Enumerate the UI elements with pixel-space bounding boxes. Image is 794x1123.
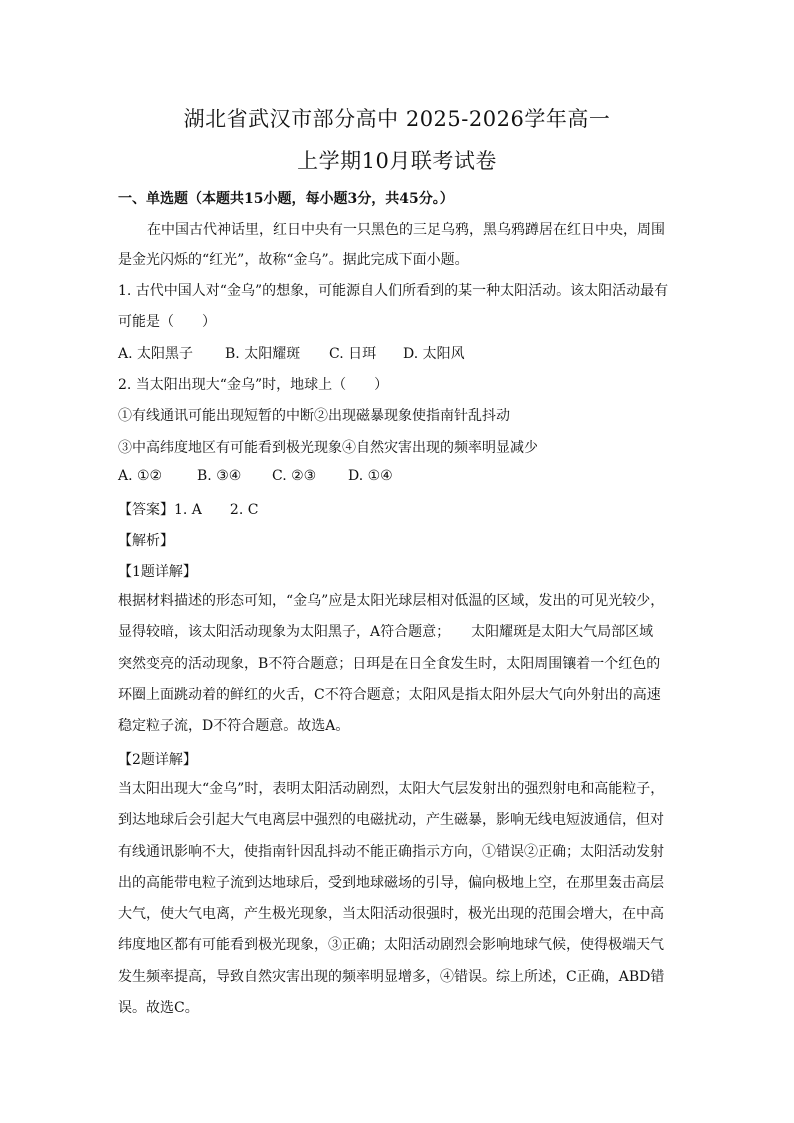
question-2-options bbox=[118, 468, 393, 484]
q1-option-b: B. 太阳耀斑 bbox=[225, 346, 301, 362]
exam-title-line1: 湖北省武汉市部分高中 2025-2026学年高一 bbox=[183, 107, 611, 131]
material-line-1: 在中国古代神话里，红日中央有一只黑色的三足乌鸦，黑乌鸦蹲居在红日中央，周围 bbox=[147, 222, 665, 238]
question-2: 2. 当太阳出现大“金乌”时，地球上（ ） bbox=[118, 377, 389, 393]
q2-option-d: D. ①④ bbox=[348, 468, 393, 484]
detail-1-line: 根据材料描述的形态可知，“金乌”应是太阳光球层相对低温的区域，发出的可见光较少， bbox=[118, 593, 665, 609]
detail-2-header: 【2题详解】 bbox=[118, 752, 197, 768]
detail-1-line: 环圈上面跳动着的鲜红的火舌，C不符合题意；太阳风是指太阳外层大气向外射出的高速 bbox=[118, 686, 661, 703]
section-header: 一、单选题（本题共15小题，每小题3分，共45分。） bbox=[118, 191, 454, 207]
exam-title-line2: 上学期10月联考试卷 bbox=[297, 149, 497, 173]
detail-1-line: 突然变亮的活动现象，B不符合题意；日珥是在日全食发生时，太阳周围镶着一个红色的 bbox=[118, 655, 661, 672]
q1-option-d: D. 太阳风 bbox=[403, 346, 465, 362]
q1-option-a: A. 太阳黑子 bbox=[118, 346, 194, 362]
q2-option-c: C. ②③ bbox=[272, 468, 317, 484]
detail-1-line: 显得较暗，该太阳活动现象为太阳黑子，A符合题意； 太阳耀斑是太阳大气局部区域 bbox=[118, 624, 654, 641]
material-line-2: 是金光闪烁的“红光”，故称“金乌”。据此完成下面小题。 bbox=[118, 252, 469, 268]
detail-2-line: 纬度地区都有可能看到极光现象，③正确；太阳活动剧烈会影响地球气候，使得极端天气 bbox=[118, 937, 664, 954]
detail-2-line: 到达地球后会引起大气电离层中强烈的电磁扰动，产生磁暴，影响无线电短波通信，但对 bbox=[118, 812, 664, 829]
q2-option-a: A. ①② bbox=[118, 468, 163, 484]
analysis-header: 【解析】 bbox=[118, 533, 174, 549]
q1-option-c: C. 日珥 bbox=[329, 346, 377, 362]
question-1-line-1: 1. 古代中国人对“金乌”的想象，可能源自人们所看到的某一种太阳活动。该太阳活动最有 bbox=[118, 283, 669, 299]
question-1-line-2: 可能是（ ） bbox=[118, 314, 216, 330]
detail-2-text bbox=[118, 774, 674, 1024]
question-2-statements-2: ③中高纬度地区有可能看到极光现象④自然灾害出现的频率明显减少 bbox=[118, 440, 538, 456]
detail-1-text bbox=[118, 586, 674, 742]
detail-2-line: 有线通讯影响不大，使指南针因乱抖动不能正确指示方向，①错误②正确；太阳活动发射 bbox=[118, 843, 664, 860]
detail-1-header: 【1题详解】 bbox=[118, 564, 197, 580]
answer-line: 【答案】1. A 2. C bbox=[118, 502, 259, 518]
q2-option-b: B. ③④ bbox=[197, 468, 242, 484]
detail-1-line: 稳定粒子流，D不符合题意。故选A。 bbox=[118, 718, 350, 735]
detail-2-line: 当太阳出现大“金乌”时，表明太阳活动剧烈，太阳大气层发射出的强烈射电和高能粒子， bbox=[118, 781, 665, 797]
detail-2-line: 大气，使大气电离，产生极光现象，当太阳活动很强时，极光出现的范围会增大，在中高 bbox=[118, 906, 664, 923]
detail-2-line: 误。故选C。 bbox=[118, 1000, 199, 1017]
detail-2-line: 出的高能带电粒子流到达地球后，受到地球磁场的引导，偏向极地上空，在那里轰击高层 bbox=[118, 874, 664, 891]
question-1-options bbox=[118, 343, 465, 363]
detail-2-line: 发生频率提高，导致自然灾害出现的频率明显增多，④错误。综上所述，C正确，ABD错 bbox=[118, 968, 665, 985]
question-2-statements-1: ①有线通讯可能出现短暂的中断②出现磁暴现象使指南针乱抖动 bbox=[118, 408, 510, 424]
